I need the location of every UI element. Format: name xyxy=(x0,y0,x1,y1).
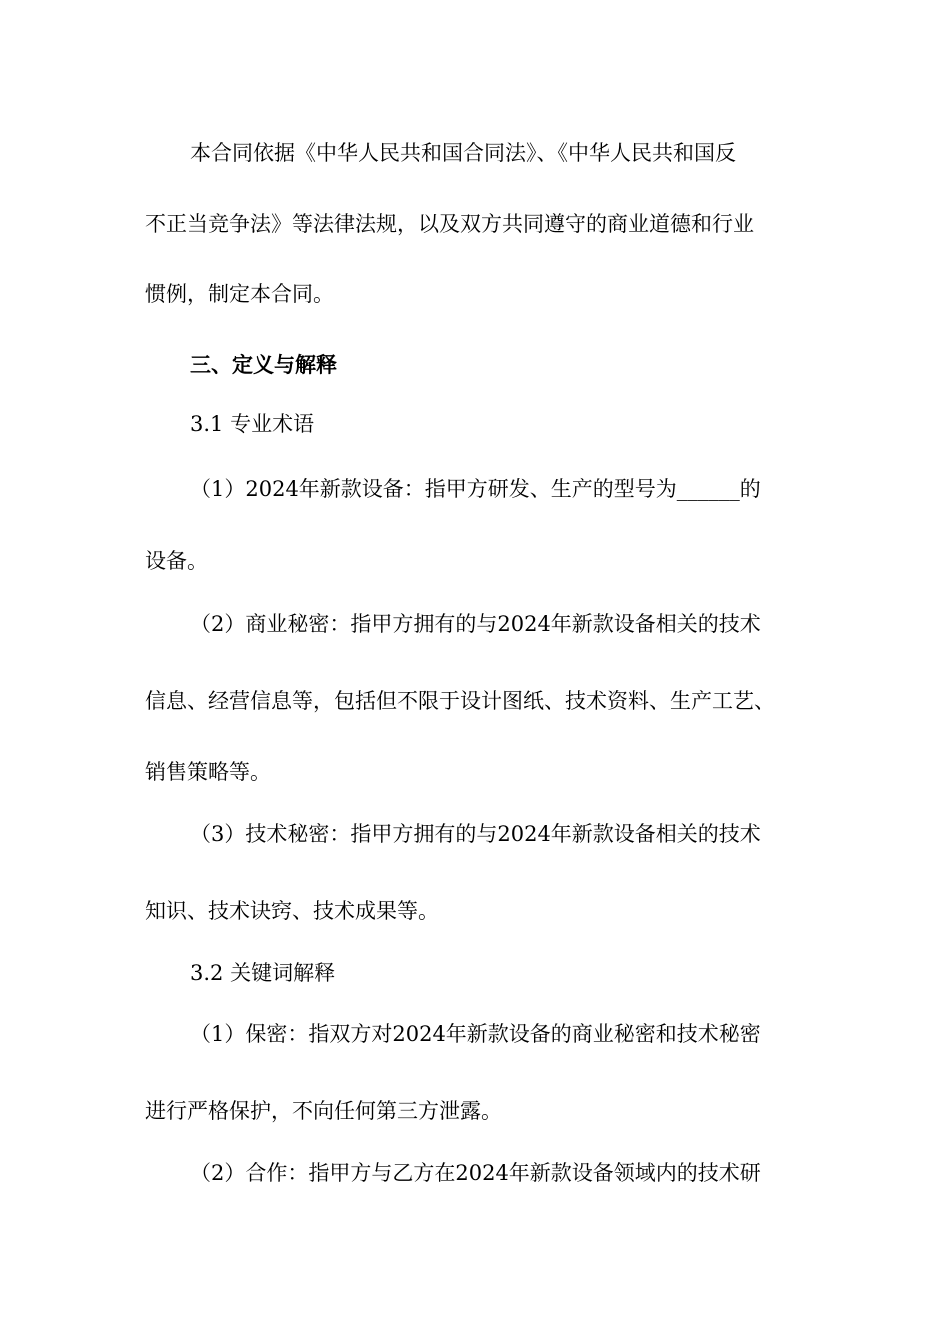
paragraph-line: （1）保密：指双方对2024年新款设备的商业秘密和技术秘密 xyxy=(190,1022,761,1046)
subsection-heading: 3.1 专业术语 xyxy=(190,412,315,436)
paragraph-line: 设备。 xyxy=(145,549,208,573)
paragraph-line: 知识、技术诀窍、技术成果等。 xyxy=(145,899,439,923)
paragraph-line: 本合同依据《中华人民共和国合同法》、《中华人民共和国反 xyxy=(190,141,736,165)
paragraph-line: 进行严格保护，不向任何第三方泄露。 xyxy=(145,1099,502,1123)
section-heading: 三、定义与解释 xyxy=(190,352,337,377)
paragraph-line: 不正当竞争法》等法律法规，以及双方共同遵守的商业道德和行业 xyxy=(145,212,754,236)
paragraph-line: （2）商业秘密：指甲方拥有的与2024年新款设备相关的技术 xyxy=(190,612,761,636)
paragraph-line: 惯例，制定本合同。 xyxy=(145,282,334,306)
paragraph-line: （2）合作：指甲方与乙方在2024年新款设备领域内的技术研 xyxy=(190,1161,761,1185)
paragraph-line: （1）2024年新款设备：指甲方研发、生产的型号为______的 xyxy=(190,477,761,501)
paragraph-line: 信息、经营信息等，包括但不限于设计图纸、技术资料、生产工艺、 xyxy=(145,689,775,713)
subsection-heading: 3.2 关键词解释 xyxy=(190,961,336,985)
paragraph-line: （3）技术秘密：指甲方拥有的与2024年新款设备相关的技术 xyxy=(190,822,761,846)
paragraph-line: 销售策略等。 xyxy=(145,760,271,784)
